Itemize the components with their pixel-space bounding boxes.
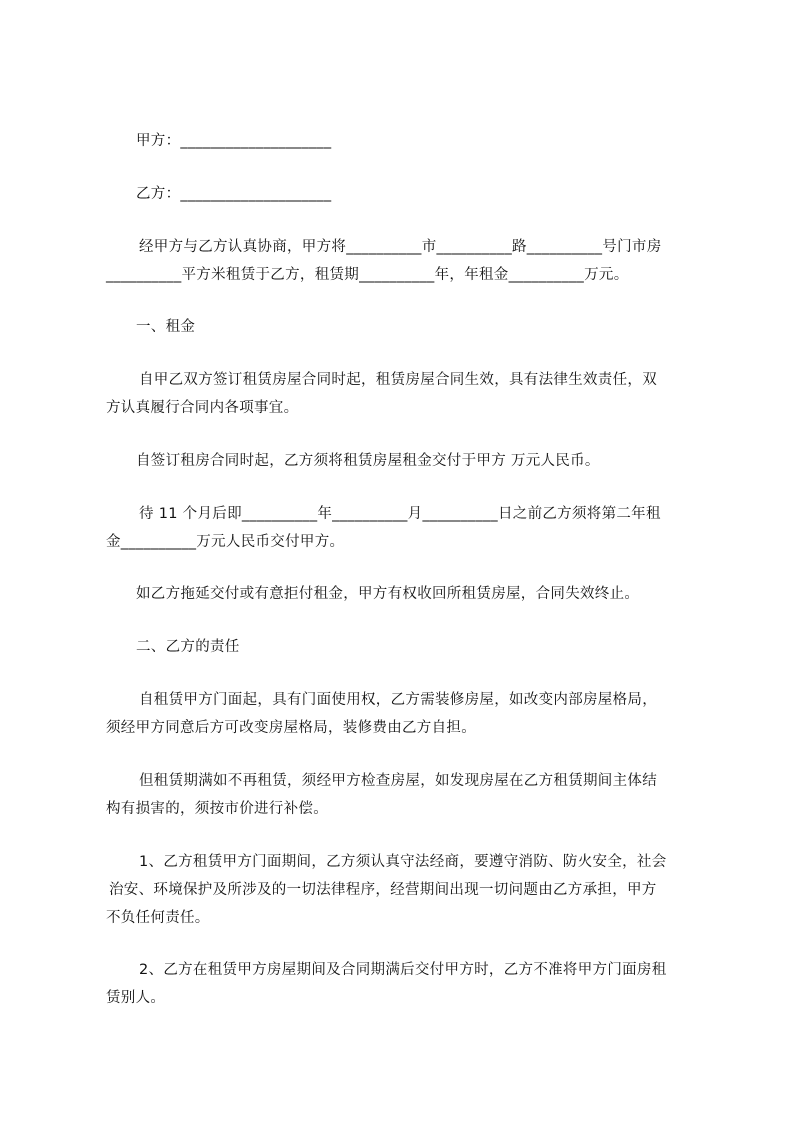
section-1-paragraph-1-line-2: 方认真履行合同内各项事宜。: [106, 400, 299, 416]
section-1-paragraph-3-line-2: 金__________万元人民币交付甲方。: [106, 534, 345, 550]
section-2-paragraph-2-line-2: 构有损害的，须按市价进行补偿。: [106, 801, 328, 817]
section-2-item-1-line-2: 治安、环境保护及所涉及的一切法律程序，经营期间出现一切问题由乙方承担，甲方: [109, 882, 657, 898]
intro-line-1: 经甲方与乙方认真协商，甲方将__________市__________路__________号门市房: [139, 239, 662, 255]
section-2-paragraph-1-line-1: 自租赁甲方门面起，具有门面使用权，乙方需装修房屋，如改变内部房屋格局，: [139, 692, 657, 708]
section-1-paragraph-4: 如乙方拖延交付或有意拒付租金，甲方有权收回所租赁房屋，合同失效终止。: [136, 586, 640, 602]
section-2-paragraph-1-line-2: 须经甲方同意后方可改变房屋格局，装修费由乙方自担。: [106, 720, 476, 736]
party-b-line: 乙方：____________________: [136, 186, 332, 202]
section-2-paragraph-2-line-1: 但租赁期满如不再租赁，须经甲方检查房屋，如发现房屋在乙方租赁期间主体结: [139, 773, 657, 789]
party-a-line: 甲方：____________________: [136, 133, 332, 149]
intro-line-2: __________平方米租赁于乙方，租赁期__________年，年租金__________万元。: [106, 267, 629, 283]
section-1-paragraph-2: 自签订租房合同时起，乙方须将租赁房屋租金交付于甲方 万元人民币。: [136, 453, 600, 469]
section-1-paragraph-1-line-1: 自甲乙双方签订租赁房屋合同时起，租赁房屋合同生效，具有法律生效责任，双: [139, 372, 657, 388]
section-2-title: 二、乙方的责任: [136, 639, 240, 655]
section-2-item-1-line-1: 1、乙方租赁甲方门面期间，乙方须认真守法经商，要遵守消防、防火安全，社会: [139, 854, 667, 870]
section-1-title: 一、租金: [136, 319, 196, 335]
section-1-paragraph-3-line-1: 待 11 个月后即__________年__________月__________日之前乙方须将第二年租: [139, 506, 661, 522]
section-2-item-2-line-2: 赁别人。: [106, 990, 166, 1006]
section-2-item-2-line-1: 2、乙方在租赁甲方房屋期间及合同期满后交付甲方时，乙方不准将甲方门面房租: [139, 962, 667, 978]
section-2-item-1-line-3: 不负任何责任。: [106, 910, 210, 926]
